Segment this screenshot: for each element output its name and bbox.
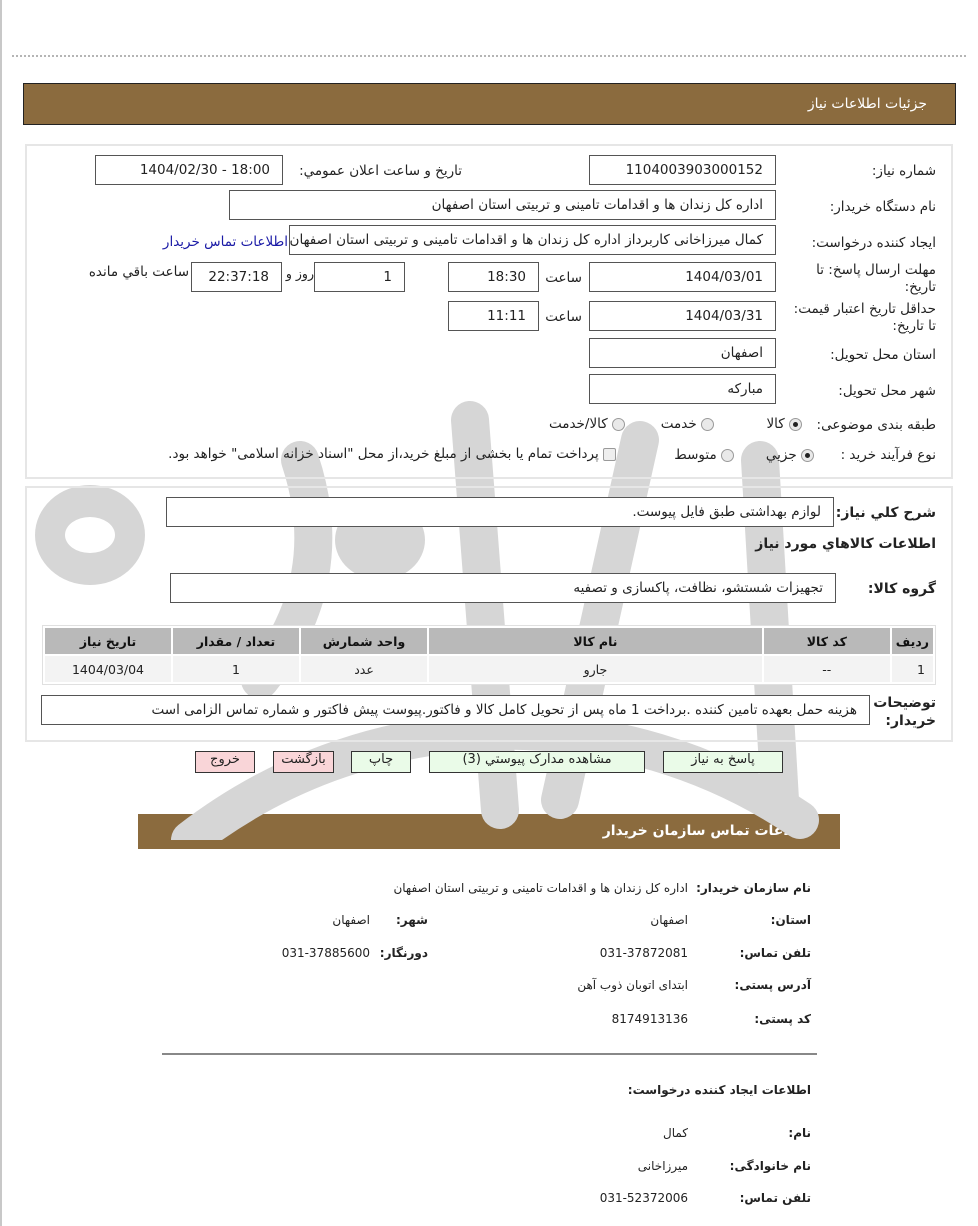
description-field[interactable]: لوازم بهداشتی طبق فایل پیوست. [166, 497, 834, 527]
contact-city-value: اصفهان [332, 913, 370, 927]
price-validity-date-field[interactable]: 1404/03/31 [589, 301, 776, 331]
col-need-date: تاريخ نياز [45, 628, 171, 654]
dotted-divider [12, 55, 966, 57]
days-label: روز و [285, 266, 314, 281]
radio-medium[interactable] [721, 449, 734, 462]
price-validity-time-label: ساعت [545, 309, 582, 325]
requester-phone-value: 031-52372006 [599, 1191, 688, 1205]
category-option-goods-service-label: کالا/خدمت [548, 416, 608, 432]
requester-label: ایجاد کننده درخواست: [811, 235, 936, 251]
delivery-province-label: استان محل تحویل: [830, 347, 936, 363]
contact-phone-value: 031-37872081 [599, 946, 688, 960]
process-type-label: نوع فرآیند خرید : [840, 447, 936, 463]
cell-code: -- [764, 656, 890, 682]
contact-org-label: نام سازمان خریدار: [696, 881, 811, 895]
deadline-time-field[interactable]: 18:30 [448, 262, 539, 292]
col-quantity: تعداد / مقدار [173, 628, 299, 654]
price-validity-time-field[interactable]: 11:11 [448, 301, 539, 331]
cell-quantity: 1 [173, 656, 299, 682]
requester-info-title: اطلاعات ایجاد کننده درخواست: [627, 1083, 811, 1097]
deadline-label: مهلت ارسال پاسخ: تا تاریخ: [816, 262, 936, 295]
left-edge [0, 0, 2, 1226]
contact-province-label: استان: [770, 913, 811, 927]
goods-table-header [45, 628, 933, 654]
col-name: نام کالا [429, 628, 762, 654]
contact-fax-label: دورنگار: [379, 946, 428, 960]
buyer-contact-link[interactable]: اطلاعات تماس خریدار [162, 234, 288, 250]
category-option-service-label: خدمت [660, 416, 697, 432]
print-button[interactable]: چاپ [351, 751, 411, 773]
cell-need-date: 1404/03/04 [45, 656, 171, 682]
goods-group-field[interactable]: تجهیزات شستشو، نظافت، پاکسازی و تصفیه [170, 573, 836, 603]
view-attachments-button[interactable]: مشاهده مدارک پیوستي (3) [429, 751, 645, 773]
section-divider [162, 1053, 817, 1055]
contact-org-value: اداره کل زندان ها و اقدامات تامینی و تربیتی استان اصفهان [393, 881, 688, 895]
cell-unit: عدد [301, 656, 427, 682]
process-option-medium-label: متوسط [674, 447, 717, 463]
table-row [45, 656, 933, 682]
announce-label: تاريخ و ساعت اعلان عمومي: [299, 163, 462, 179]
process-option-medium[interactable] [674, 447, 734, 463]
deadline-date-field[interactable]: 1404/03/01 [589, 262, 776, 292]
requester-field[interactable]: کمال میرزاخانی کاربرداز اداره کل زندان ها و اقدامات تامینی و تربیتی استان اصفهان [289, 225, 776, 255]
treasury-option[interactable] [168, 446, 616, 462]
col-row: رديف [892, 628, 933, 654]
process-option-small-label: جزيي [765, 447, 797, 463]
time-remaining-label: ساعت باقي مانده [88, 264, 189, 280]
contact-phone-label: تلفن تماس: [739, 946, 811, 960]
category-option-goods-service[interactable] [549, 416, 625, 432]
page-title: جزئیات اطلاعات نیاز [807, 96, 927, 112]
need-number-label: شماره نیاز: [871, 163, 936, 179]
delivery-province-field[interactable]: اصفهان [589, 338, 776, 368]
price-validity-label: حداقل تاریخ اعتبار قیمت: تا تاریخ: [793, 301, 936, 334]
goods-group-label: گروه کالا: [867, 581, 936, 597]
requester-family-label: نام خانوادگی: [729, 1159, 811, 1173]
radio-small[interactable] [801, 449, 814, 462]
buyer-org-field[interactable]: اداره کل زندان ها و اقدامات تامینی و تربیتی استان اصفهان [229, 190, 776, 220]
days-remaining-field: 1 [314, 262, 405, 292]
contact-address-label: آدرس پستی: [734, 978, 811, 992]
contact-postal-value: 8174913136 [611, 1012, 688, 1026]
goods-section-title: اطلاعات کالاهاي مورد نياز [755, 536, 936, 552]
buyer-notes-label: توضیحات خریدار: [873, 695, 936, 729]
need-number-field[interactable]: 1104003903000152 [589, 155, 776, 185]
page-header [23, 83, 956, 125]
contact-fax-value: 031-37885600 [281, 946, 370, 960]
treasury-checkbox-label: پرداخت تمام یا بخشی از مبلغ خرید،از محل "اسناد خزانه اسلامی" خواهد بود. [168, 446, 599, 462]
contact-postal-label: کد پستی: [754, 1012, 811, 1026]
cell-row: 1 [892, 656, 933, 682]
process-option-small[interactable] [766, 447, 814, 463]
radio-service[interactable] [701, 418, 714, 431]
buyer-notes-field[interactable]: هزینه حمل بعهده تامین کننده .برداخت 1 ماه پس از تحویل کامل کالا و فاکتور.پیوست پیش فاکتور و شماره تماس الزامی است [41, 695, 870, 725]
contact-header [138, 814, 840, 849]
col-unit: واحد شمارش [301, 628, 427, 654]
exit-button[interactable]: خروج [195, 751, 255, 773]
contact-province-value: اصفهان [650, 913, 688, 927]
contact-city-label: شهر: [396, 913, 428, 927]
reply-button[interactable]: پاسخ به نیاز [663, 751, 783, 773]
requester-name-label: نام: [788, 1126, 811, 1140]
radio-goods-service[interactable] [612, 418, 625, 431]
category-option-goods[interactable] [766, 416, 802, 432]
col-code: کد کالا [764, 628, 890, 654]
announce-field[interactable]: 1404/02/30 - 18:00 [95, 155, 283, 185]
requester-name-value: کمال [662, 1126, 688, 1140]
category-label: طبقه بندی موضوعی: [816, 417, 936, 433]
radio-goods[interactable] [789, 418, 802, 431]
buyer-org-label: نام دستگاه خریدار: [829, 199, 936, 215]
back-button[interactable]: بازگشت [273, 751, 334, 773]
contact-title: اطلاعات تماس سازمان خریدار [602, 823, 812, 839]
treasury-checkbox[interactable] [603, 448, 616, 461]
time-remaining-field: 22:37:18 [191, 262, 282, 292]
category-option-service[interactable] [661, 416, 714, 432]
delivery-city-label: شهر محل تحویل: [838, 383, 936, 399]
category-option-goods-label: کالا [766, 416, 785, 432]
description-label: شرح کلي نياز: [835, 505, 936, 521]
requester-family-value: میرزاخانی [637, 1159, 688, 1173]
deadline-time-label: ساعت [545, 270, 582, 286]
cell-name: جارو [429, 656, 762, 682]
requester-phone-label: تلفن تماس: [739, 1191, 811, 1205]
delivery-city-field[interactable]: مبارکه [589, 374, 776, 404]
contact-address-value: ابتدای اتوبان ذوب آهن [577, 978, 688, 992]
goods-table [42, 625, 936, 685]
